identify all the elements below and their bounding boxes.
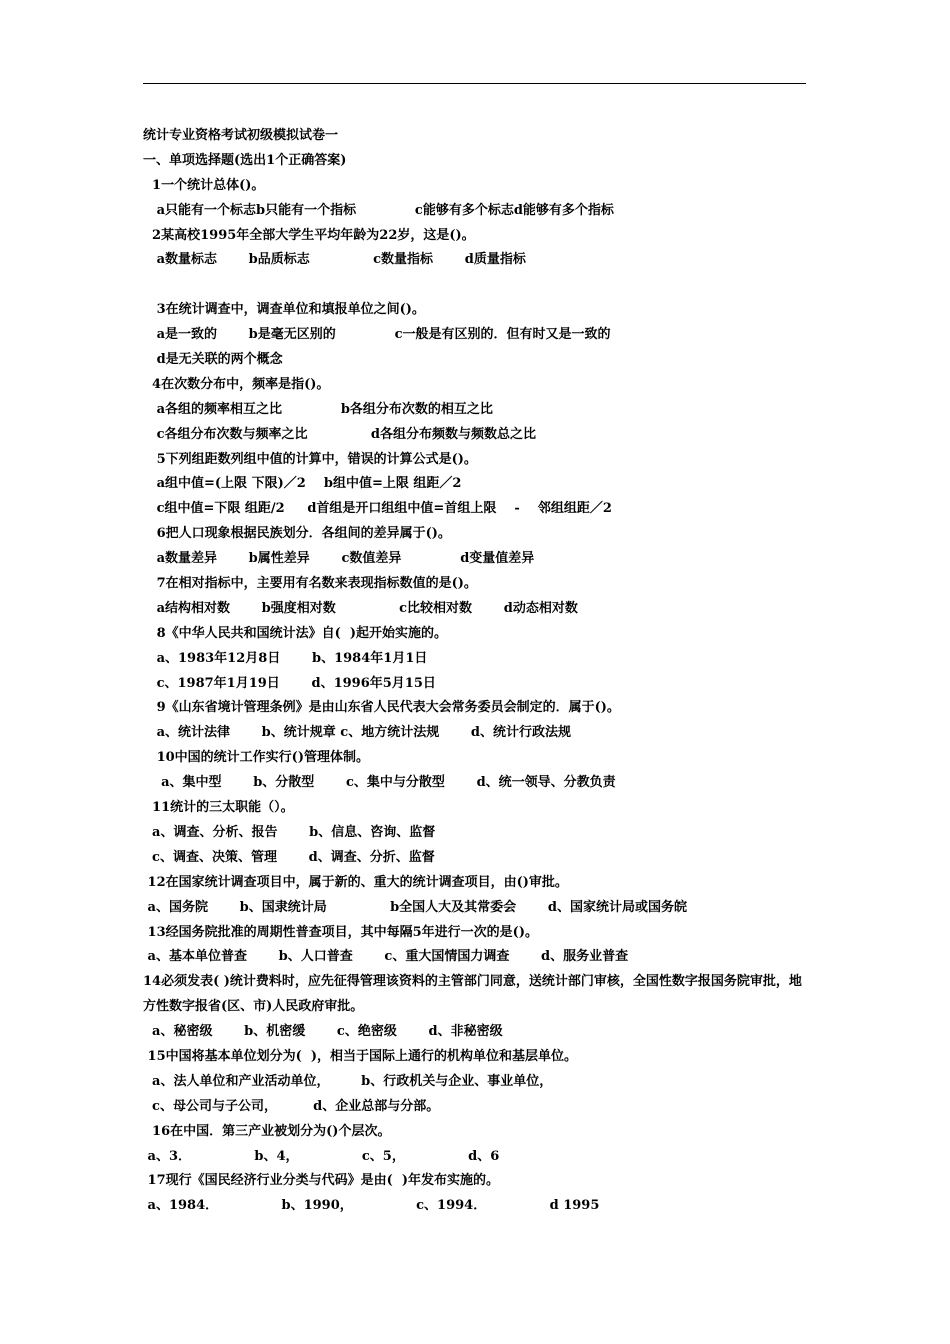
- question-line: 15中国将基本单位划分为( )，相当于国际上通行的机构单位和基层单位。: [143, 1048, 577, 1064]
- question-line: 13经国务院批准的周期性普查项目，其中每隔5年进行一次的是()。: [143, 924, 538, 940]
- options-line: a数量标志 b品质标志 c数量指标 d质量指标: [143, 252, 526, 268]
- options-line: c各组分布次数与频率之比 d各组分布频数与频数总之比: [143, 426, 536, 442]
- options-line: a只能有一个标志b只能有一个指标 c能够有多个标志d能够有多个指标: [143, 202, 614, 218]
- question-line: 4在次数分布中，频率是指()。: [143, 376, 330, 392]
- options-line: c、1987年1月19日 d、1996年5月15日: [143, 675, 436, 691]
- options-line: a、3． b、4， c、5， d、6: [143, 1148, 500, 1164]
- options-line: a、1983年12月8日 b、1984年1月1日: [143, 650, 428, 666]
- question-line: 5下列组距数列组中值的计算中，错误的计算公式是()。: [143, 451, 477, 467]
- header-rule: [143, 83, 806, 84]
- question-line: 1一个统计总体()。: [143, 177, 265, 193]
- section-heading: 一、单项选择题(选出1个正确答案): [143, 152, 347, 168]
- document-title: 统计专业资格考试初级模拟试卷一: [143, 128, 339, 143]
- question-line: 12在国家统计调查项目中，属于新的、重大的统计调查项目，由()审批。: [143, 874, 568, 890]
- options-line: c、调查、决策、管理 d、调查、分折、监督: [143, 849, 435, 865]
- options-line: d是无关联的两个概念: [143, 352, 283, 368]
- question-line: 16在中国．第三产业被划分为()个层次。: [143, 1123, 391, 1139]
- question-line: 9《山东省境计管理条例》是由山东省人民代表大会常务委员会制定的．属于()。: [143, 700, 620, 716]
- options-line: a、基本单位普查 b、人口普查 c、重大国情国力调查 d、服务业普查: [143, 949, 629, 965]
- question-line: 2某高校1995年全部大学生平均年龄为22岁，这是()。: [143, 227, 475, 243]
- question-line: 10中国的统计工作实行()管理体制。: [143, 750, 369, 766]
- question-line: 11统计的三太职能（）。: [143, 800, 294, 816]
- question-line-wrapped: 14必须发表( )统计费料时，应先征得管理该资料的主管部门同意，送统计部门审核，全国性数字报国务院审批，地方性数字报省(区、市)人民政府审批。: [143, 974, 802, 1015]
- question-line: 6把人口现象根据民族划分．各组间的差异属于()。: [143, 526, 451, 542]
- options-line: a、秘密级 b、机密缓 c、绝密级 d、非秘密级: [143, 1024, 503, 1040]
- options-line: a各组的频率相互之比 b各组分布次数的相互之比: [143, 401, 493, 417]
- question-line: 17现行《国民经济行业分类与代码》是由( )年发布实施的。: [143, 1173, 499, 1189]
- options-line: c组中值=下限 组距/2 d首组是开口组组中值=首组上限 - 邻组组距／2: [143, 501, 612, 517]
- options-line: a、统计法律 b、统计规章 c、地方统计法规 d、统计行政法规: [143, 725, 571, 741]
- options-line: c、母公司与子公司， d、企业总部与分部。: [143, 1098, 440, 1114]
- document-body: [143, 124, 807, 1219]
- options-line: a、调查、分析、报告 b、信息、咨询、监督: [143, 824, 436, 840]
- question-line: 3在统计调查中，调查单位和填报单位之间()。: [143, 302, 425, 318]
- question-line: 8《中华人民共和国统计法》自( )起开始实施的。: [143, 625, 447, 641]
- options-line: a、1984． b、1990， c、1994． d 1995: [143, 1198, 600, 1214]
- options-line: a数量差异 b属性差异 c数值差异 d变量值差异: [143, 551, 535, 567]
- blank-line: [143, 273, 807, 298]
- options-line: a是一致的 b是毫无区别的 c一般是有区别的．但有时又是一致的: [143, 327, 611, 343]
- options-line: a结构相对数 b强度相对数 c比较相对数 d动态相对数: [143, 600, 578, 616]
- question-line: 7在相对指标中，主要用有名数来表现指标数值的是()。: [143, 576, 477, 592]
- options-line: a、法人单位和产业活动单位， b、行政机关与企业、事业单位，: [143, 1073, 553, 1089]
- options-line: a、国务院 b、国隶统计局 b全国人大及其常委会 d、国家统计局或国务皖: [143, 899, 687, 915]
- options-line: a组中值=(上限 下限)／2 b组中值=上限 组距／2: [143, 476, 462, 492]
- options-line: a、集中型 b、分散型 c、集中与分散型 d、统一领导、分教负责: [143, 775, 616, 791]
